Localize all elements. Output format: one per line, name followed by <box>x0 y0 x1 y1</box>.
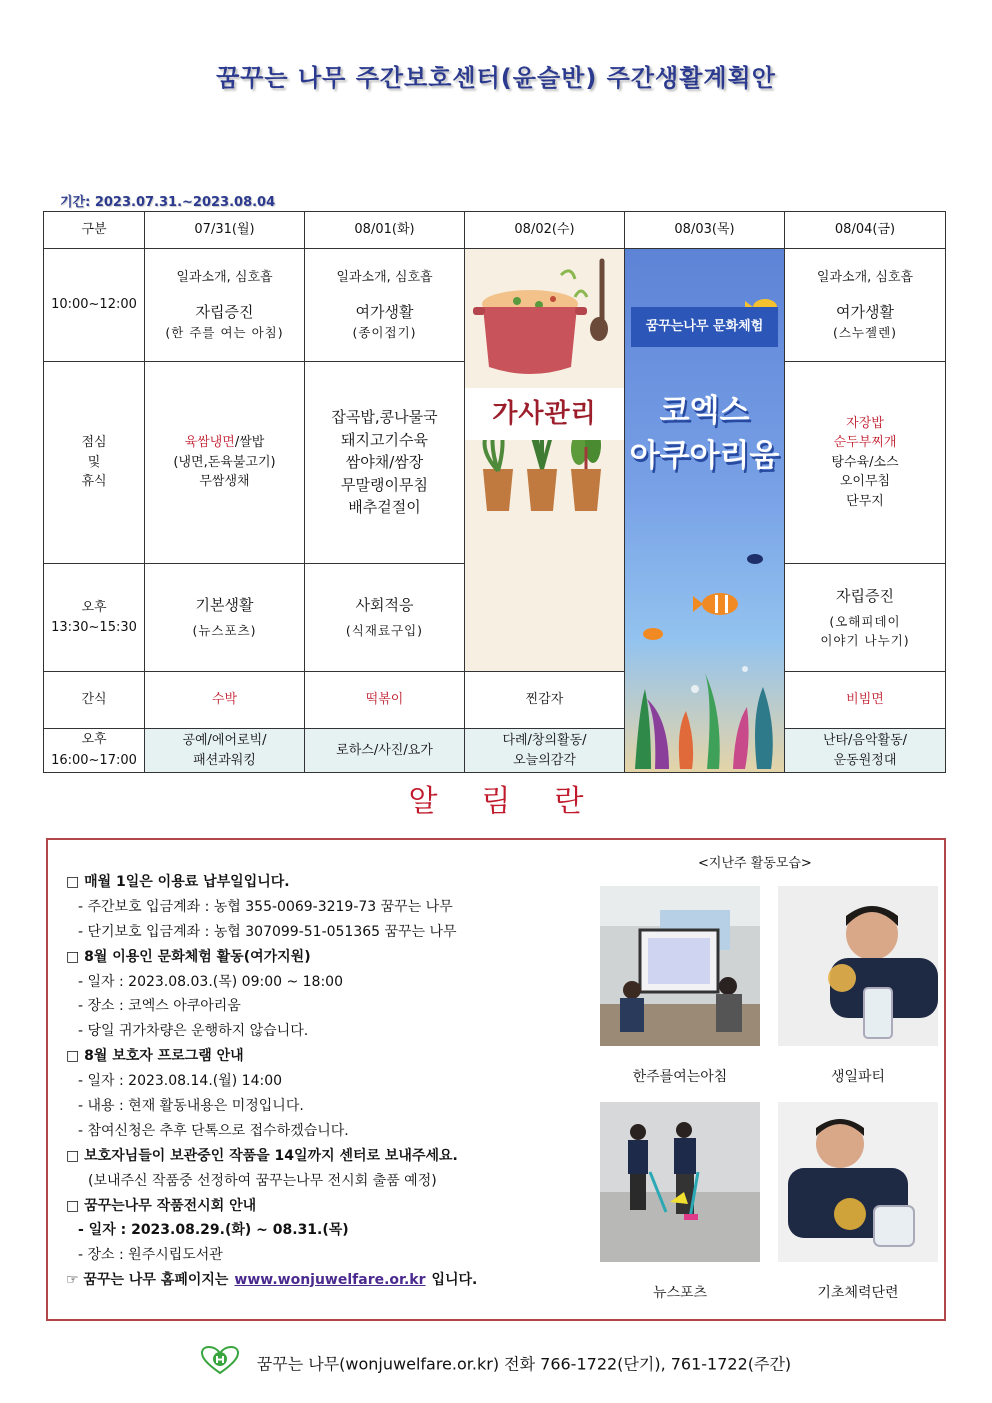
page-title: 꿈꾸는 나무 주간보호센터(윤슬반) 주간생활계획안 <box>216 64 776 92</box>
menu-item: (냉면,돈육불고기) <box>173 454 276 470</box>
time-label: 오후 <box>81 731 107 747</box>
notice-line: - 일자 : 2023.08.03.(목) 09:00 ~ 18:00 <box>78 973 343 990</box>
evening-item: 패션과워킹 <box>193 752 256 768</box>
heart-logo-icon <box>201 1346 239 1384</box>
activity-cell <box>305 564 465 672</box>
menu-main: 육쌈냉면 <box>184 435 235 451</box>
header-cell: 08/01(화) <box>305 212 465 249</box>
evening-cell <box>305 729 465 773</box>
menu-cell <box>785 362 946 564</box>
photo-monday-morning <box>600 886 760 1046</box>
footer-text: 꿈꾸는 나무(wonjuwelfare.or.kr) 전화 766-1722(단기), 761-1722(주간) <box>256 1354 792 1374</box>
footer <box>0 1346 992 1384</box>
evening-item: 오늘의감각 <box>513 752 576 768</box>
activity-cell <box>145 249 305 362</box>
snack-cell: 수박 <box>145 672 305 729</box>
wed-image-cell <box>465 249 625 672</box>
housework-illustration <box>465 249 624 671</box>
menu-item <box>145 433 304 453</box>
table-row <box>44 729 946 773</box>
table-row <box>44 249 946 362</box>
time-label: 오후 <box>81 600 107 615</box>
homepage-prefix: ☞ 꿈꾸는 나무 홈페이지는 <box>66 1272 229 1289</box>
menu-item: 돼지고기수육 <box>341 430 428 449</box>
activity-detail: (오해피데이 <box>829 614 901 629</box>
menu-cell <box>305 362 465 564</box>
activity-cell <box>145 564 305 672</box>
activity-cell <box>785 564 946 672</box>
evening-item: 난타/음악활동/ <box>822 733 908 748</box>
aquarium-poster <box>625 249 784 772</box>
notice-line: □ 8월 이용인 문화체험 활동(여가지원) <box>66 948 311 965</box>
table-header-row <box>44 212 946 249</box>
aquarium-title-line1: 코엑스 <box>659 393 750 429</box>
activity-detail: (스누젤렌) <box>832 324 898 340</box>
evening-item: 공예/에어로빅/ <box>182 733 267 748</box>
homepage-suffix: 입니다. <box>431 1272 478 1289</box>
notice-line: (보내주신 작품중 선정하여 꿈꾸는나무 전시회 출품 예정) <box>88 1172 437 1189</box>
evening-cell <box>145 729 305 773</box>
notice-line: - 일자 : 2023.08.14.(월) 14:00 <box>78 1073 283 1090</box>
photo-caption: 생일파티 <box>830 1069 886 1085</box>
activity-title: 기본생활 <box>195 595 254 614</box>
photo-new-sports <box>600 1102 760 1262</box>
activity-detail: (종이접기) <box>352 324 417 340</box>
weekly-plan-table <box>43 211 946 773</box>
notice-list <box>66 870 586 1293</box>
photo-fitness <box>778 1102 938 1262</box>
evening-item: 로하스/사진/요가 <box>336 742 433 758</box>
birthday-photo-icon <box>778 886 938 1046</box>
activity-detail: 이야기 나누기) <box>820 632 910 648</box>
lunch-label: 휴식 <box>81 474 107 490</box>
menu-item: 쌈야채/쌈장 <box>345 453 424 472</box>
homepage-link[interactable]: www.wonjuwelfare.or.kr <box>234 1272 426 1289</box>
activity-cell <box>785 249 946 362</box>
notice-line: □ 꿈꾸는나무 작품전시회 안내 <box>66 1197 257 1214</box>
menu-item: 배추겉절이 <box>348 498 421 517</box>
evening-cell <box>465 729 625 773</box>
menu-item: 단무지 <box>846 493 884 509</box>
time-cell <box>44 729 145 773</box>
menu-side: /쌀밥 <box>234 435 265 451</box>
header-cell: 08/03(목) <box>625 212 785 249</box>
menu-item: 자장밥 <box>846 415 884 431</box>
homepage-line <box>66 1268 586 1293</box>
photo-caption: 한주를여는아침 <box>632 1069 728 1085</box>
notice-line: - 참여신청은 추후 단톡으로 접수하겠습니다. <box>78 1122 349 1139</box>
menu-item: 탕수육/소스 <box>831 454 899 470</box>
classroom-photo-icon <box>600 886 760 1046</box>
activity-title: 자립증진 <box>836 586 894 605</box>
lunch-label: 및 <box>87 454 101 470</box>
activity-title: 사회적응 <box>355 595 414 614</box>
notice-line: - 장소 : 원주시립도서관 <box>78 1247 223 1264</box>
notice-line: - 내용 : 현재 활동내용은 미정입니다. <box>78 1098 304 1115</box>
activity-title: 자립증진 <box>195 303 254 322</box>
activity-title: 여가생활 <box>836 303 894 322</box>
notice-title: 알림란 <box>408 784 628 819</box>
activity-intro: 일과소개, 심호흡 <box>336 269 433 285</box>
notice-box <box>46 838 946 1321</box>
notice-line: - 일자 : 2023.08.29.(화) ~ 08.31.(목) <box>78 1222 349 1239</box>
header-cell: 구분 <box>44 212 145 249</box>
period-label: 기간: 2023.07.31.~2023.08.04 <box>60 195 276 210</box>
menu-item: 잡곡밥,콩나물국 <box>331 408 438 427</box>
notice-line: □ 보호자님들이 보관중인 작품을 14일까지 센터로 보내주세요. <box>66 1147 458 1164</box>
aquarium-title <box>625 389 784 479</box>
header-cell: 08/04(금) <box>785 212 946 249</box>
notice-line: - 당일 귀가차량은 운행하지 않습니다. <box>78 1023 309 1040</box>
activity-cell <box>305 249 465 362</box>
menu-item: 순두부찌개 <box>833 435 897 451</box>
time-cell <box>44 564 145 672</box>
evening-item: 다례/창의활동/ <box>502 733 587 748</box>
activity-detail: (한 주를 여는 아침) <box>165 324 284 340</box>
evening-item: 운동원정대 <box>833 752 897 768</box>
header-cell: 08/02(수) <box>465 212 625 249</box>
photo-birthday <box>778 886 938 1046</box>
menu-cell <box>145 362 305 564</box>
notice-line: - 주간보호 입금계좌 : 농협 355-0069-3219-73 꿈꾸는 나무 <box>78 898 453 915</box>
lunch-label-cell <box>44 362 145 564</box>
menu-item: 무쌈생채 <box>199 474 250 490</box>
menu-item: 무말랭이무침 <box>341 475 428 494</box>
photo-caption: 뉴스포츠 <box>652 1285 708 1301</box>
time-range: 13:30~15:30 <box>51 619 137 635</box>
housework-label: 가사관리 <box>465 388 624 440</box>
snack-label: 간식 <box>44 672 145 729</box>
notice-line: □ 매월 1일은 이용료 납부일입니다. <box>66 874 290 890</box>
new-sports-photo-icon <box>600 1102 760 1262</box>
aquarium-ribbon: 꿈꾸는나무 문화체험 <box>631 307 778 347</box>
photo-caption: 기초체력단련 <box>817 1285 899 1301</box>
evening-cell <box>785 729 946 773</box>
snack-cell: 찐감자 <box>465 672 625 729</box>
time-cell: 10:00~12:00 <box>44 249 145 362</box>
table-row <box>44 672 946 729</box>
snack-cell: 떡볶이 <box>305 672 465 729</box>
notice-line: - 장소 : 코엑스 아쿠아리움 <box>78 998 241 1015</box>
menu-item: 오이무침 <box>839 474 891 490</box>
header-cell: 07/31(월) <box>145 212 305 249</box>
activity-intro: 일과소개, 심호흡 <box>176 269 273 285</box>
thu-image-cell <box>625 249 785 773</box>
photos-header: <지난주 활동모습> <box>698 856 812 871</box>
activity-detail: (식재료구입) <box>345 623 424 639</box>
activity-intro: 일과소개, 심호흡 <box>816 269 914 285</box>
lunch-label: 점심 <box>81 435 107 451</box>
activity-detail: (뉴스포츠) <box>192 623 257 639</box>
snack-cell: 비빔면 <box>785 672 946 729</box>
activity-title: 여가생활 <box>355 303 414 322</box>
fitness-photo-icon <box>778 1102 938 1262</box>
time-range: 16:00~17:00 <box>51 752 137 768</box>
aquarium-title-line2: 아쿠아리움 <box>629 437 780 474</box>
notice-line: □ 8월 보호자 프로그램 안내 <box>66 1048 244 1065</box>
notice-line: - 단기보호 입금계좌 : 농협 307099-51-051365 꿈꾸는 나무 <box>78 923 457 940</box>
